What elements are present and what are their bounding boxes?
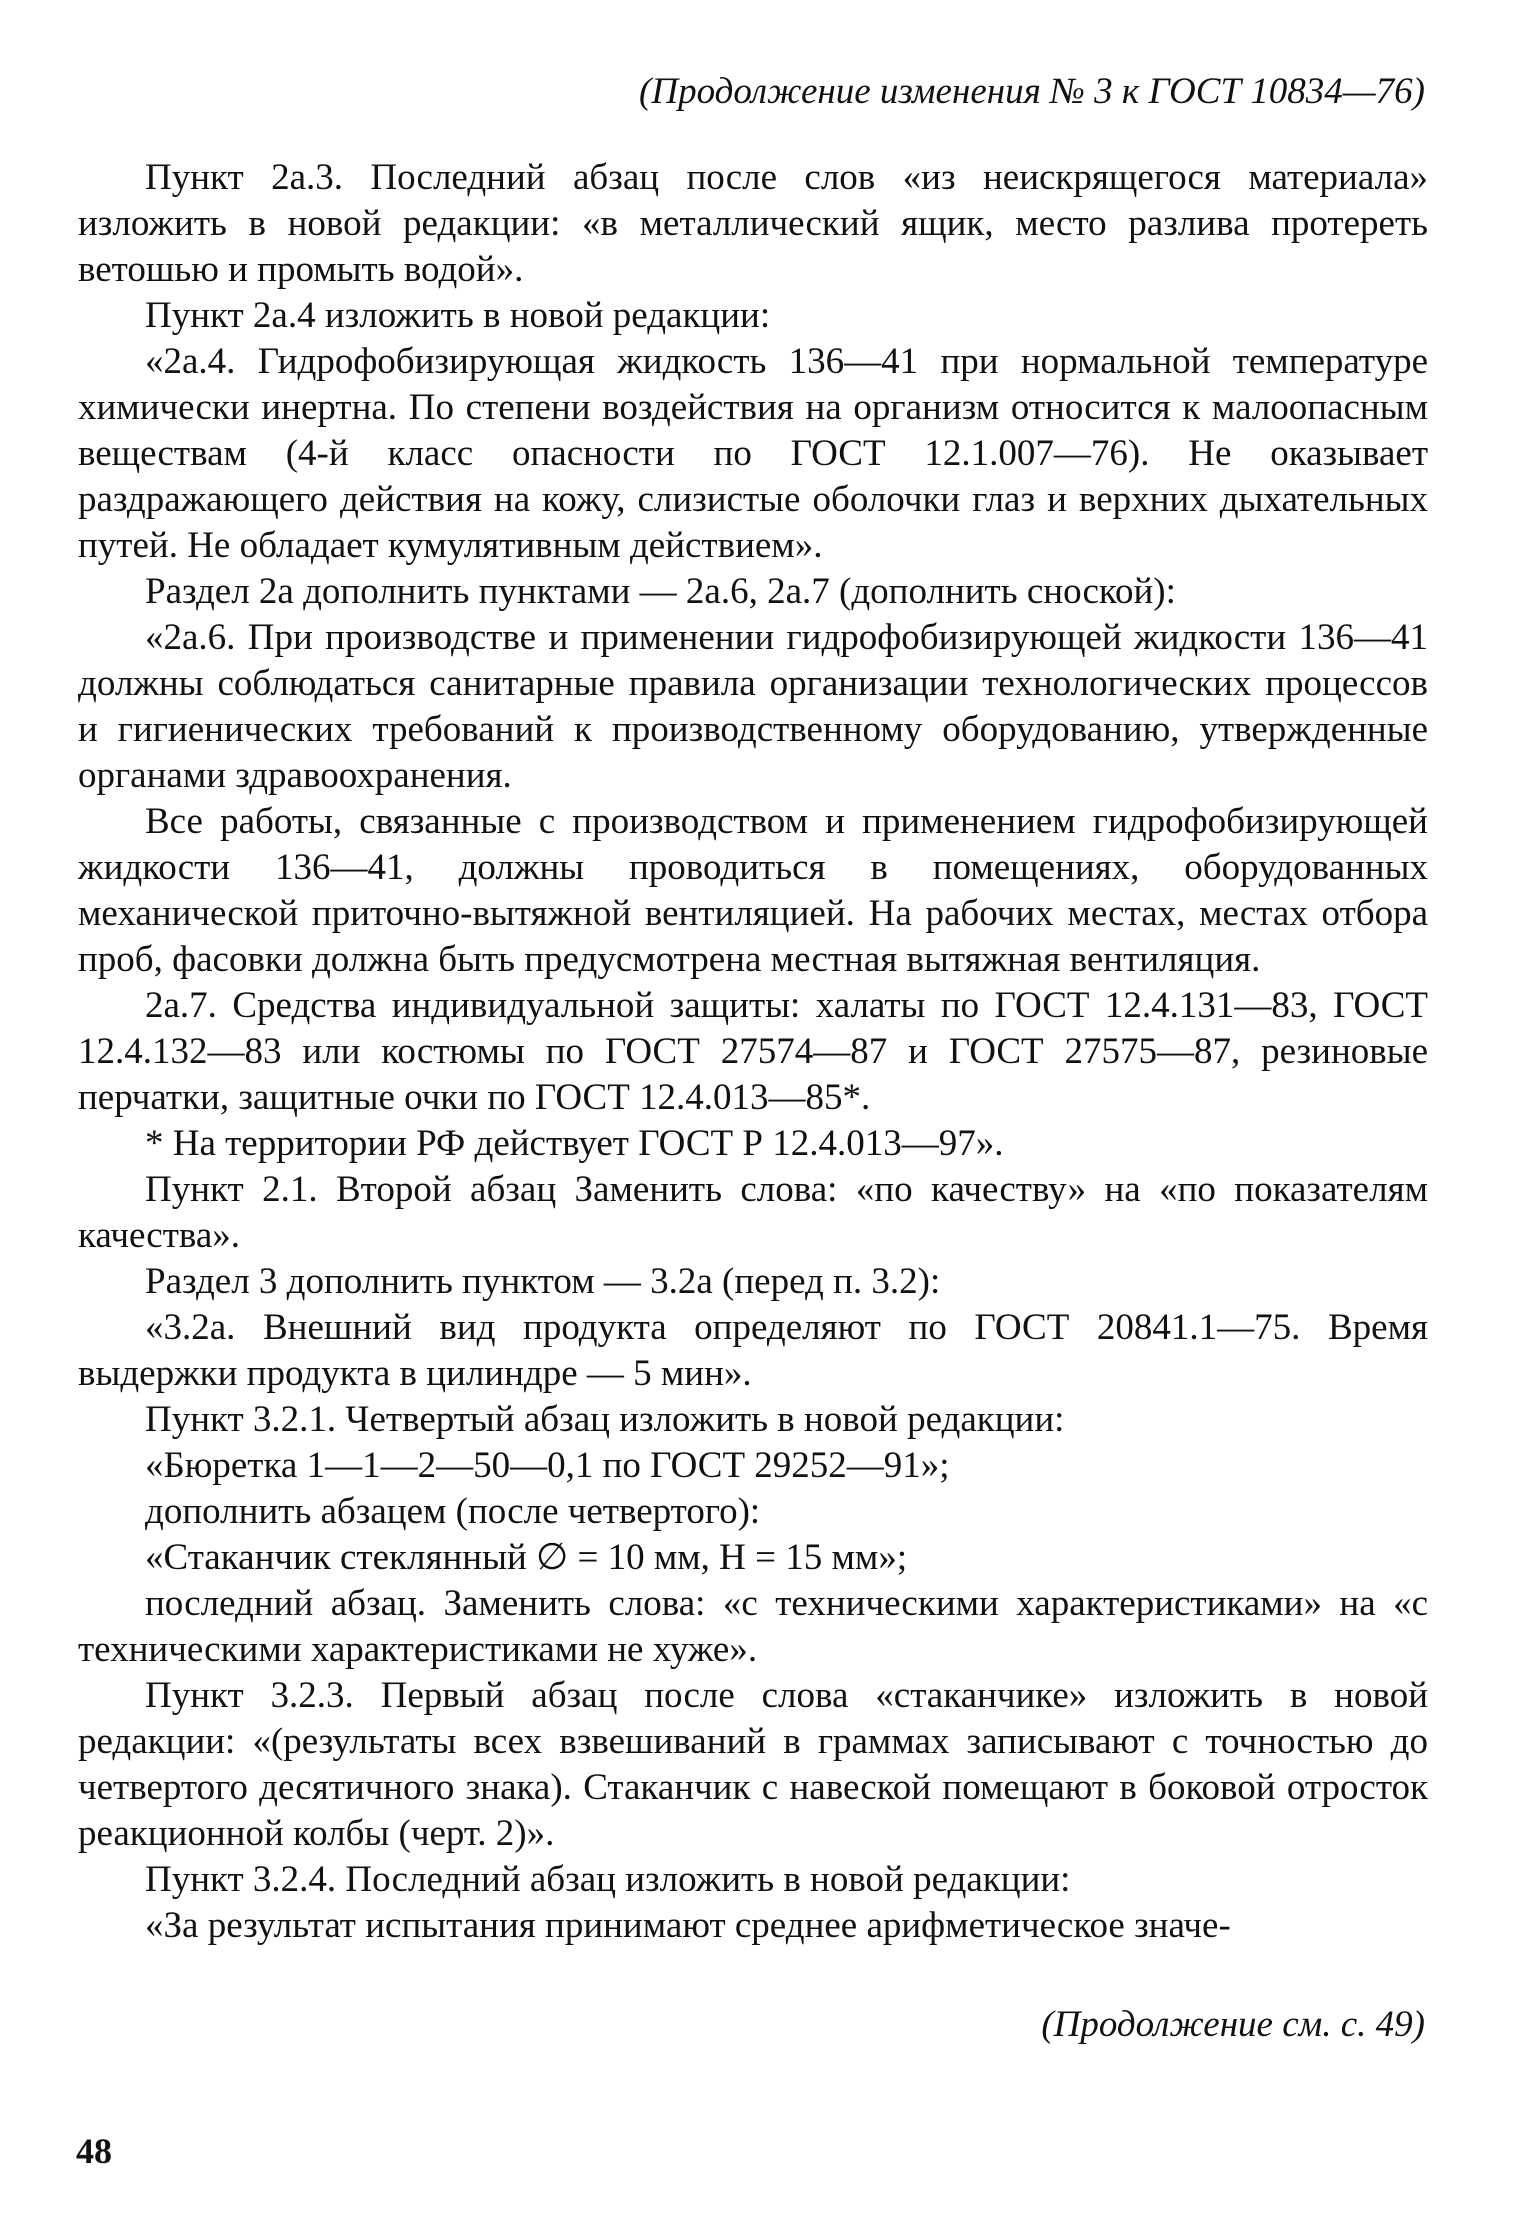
- paragraph-9: Пункт 2.1. Второй абзац Заменить слова: «по качеству» на «по показателям качества».: [78, 1169, 1428, 1256]
- paragraph-18: Пункт 3.2.4. Последний абзац изложить в новой редакции:: [145, 1859, 1071, 1900]
- paragraph-10: Раздел 3 дополнить пунктом — 3.2а (перед п. 3.2):: [145, 1261, 941, 1302]
- paragraph-2: Пункт 2а.4 изложить в новой редакции:: [145, 295, 771, 336]
- paragraph-15: «Стаканчик стеклянный ∅ = 10 мм, Н = 15 мм»;: [145, 1537, 908, 1578]
- paragraph-19: «За результат испытания принимают среднее арифметическое значе-: [145, 1905, 1231, 1946]
- paragraph-5: «2а.6. При производстве и применении гидрофобизирующей жидкости 136—41 должны соблюдаться санитарные правила организации технологических процессов и гигиенических требований к производственному оборудованию, утвержденные органами здравоохранения.: [78, 617, 1428, 796]
- page-header: (Продолжение изменения № 3 к ГОСТ 10834—76): [639, 71, 1425, 112]
- paragraph-12: Пункт 3.2.1. Четвертый абзац изложить в новой редакции:: [145, 1399, 1065, 1440]
- paragraph-1: Пункт 2а.3. Последний абзац после слов «из неискрящегося материала» изложить в новой редакции: «в металлический ящик, место разлива протереть ветошью и промыть водой».: [78, 157, 1428, 290]
- paragraph-11: «3.2а. Внешний вид продукта определяют по ГОСТ 20841.1—75. Время выдержки продукта в цилиндре — 5 мин».: [78, 1307, 1428, 1394]
- paragraph-17: Пункт 3.2.3. Первый абзац после слова «стаканчике» изложить в новой редакции: «(результаты всех взвешиваний в граммах записывают с точностью до четвертого десятичного знака). Стаканчик с навеской помещают в боковой отросток реакционной колбы (черт. 2)».: [78, 1675, 1428, 1854]
- paragraph-6: Все работы, связанные с производством и применением гидрофобизирующей жидкости 136—41, должны проводиться в помещениях, оборудованных механической приточно-вытяжной вентиляцией. На рабочих местах, местах отбора проб, фасовки должна быть предусмотрена местная вытяжная вентиляция.: [78, 801, 1428, 980]
- paragraph-13: «Бюретка 1—1—2—50—0,1 по ГОСТ 29252—91»;: [145, 1445, 950, 1486]
- document-body: [78, 155, 1428, 1949]
- paragraph-3: «2а.4. Гидрофобизирующая жидкость 136—41 при нормальной температуре химически инертна. По степени воздействия на организм относится к малоопасным веществам (4-й класс опасности по ГОСТ 12.1.007—76). Не оказывает раздражающего действия на кожу, слизистые оболочки глаз и верхних дыхательных путей. Не обладает кумулятивным действием».: [78, 341, 1428, 566]
- footnote-text: * На территории РФ действует ГОСТ Р 12.4.013—97».: [145, 1123, 1004, 1164]
- continuation-note: (Продолжение см. с. 49): [1041, 2004, 1425, 2045]
- paragraph-7: 2а.7. Средства индивидуальной защиты: халаты по ГОСТ 12.4.131—83, ГОСТ 12.4.132—83 или костюмы по ГОСТ 27574—87 и ГОСТ 27575—87, резиновые перчатки, защитные очки по ГОСТ 12.4.013—85*.: [78, 985, 1428, 1118]
- paragraph-14: дополнить абзацем (после четвертого):: [145, 1491, 761, 1532]
- paragraph-4: Раздел 2а дополнить пунктами — 2а.6, 2а.7 (дополнить сноской):: [145, 571, 1176, 612]
- page-number: 48: [76, 2131, 112, 2171]
- paragraph-16: последний абзац. Заменить слова: «с техническими характеристиками» на «с техническими характеристиками не хуже».: [78, 1583, 1428, 1670]
